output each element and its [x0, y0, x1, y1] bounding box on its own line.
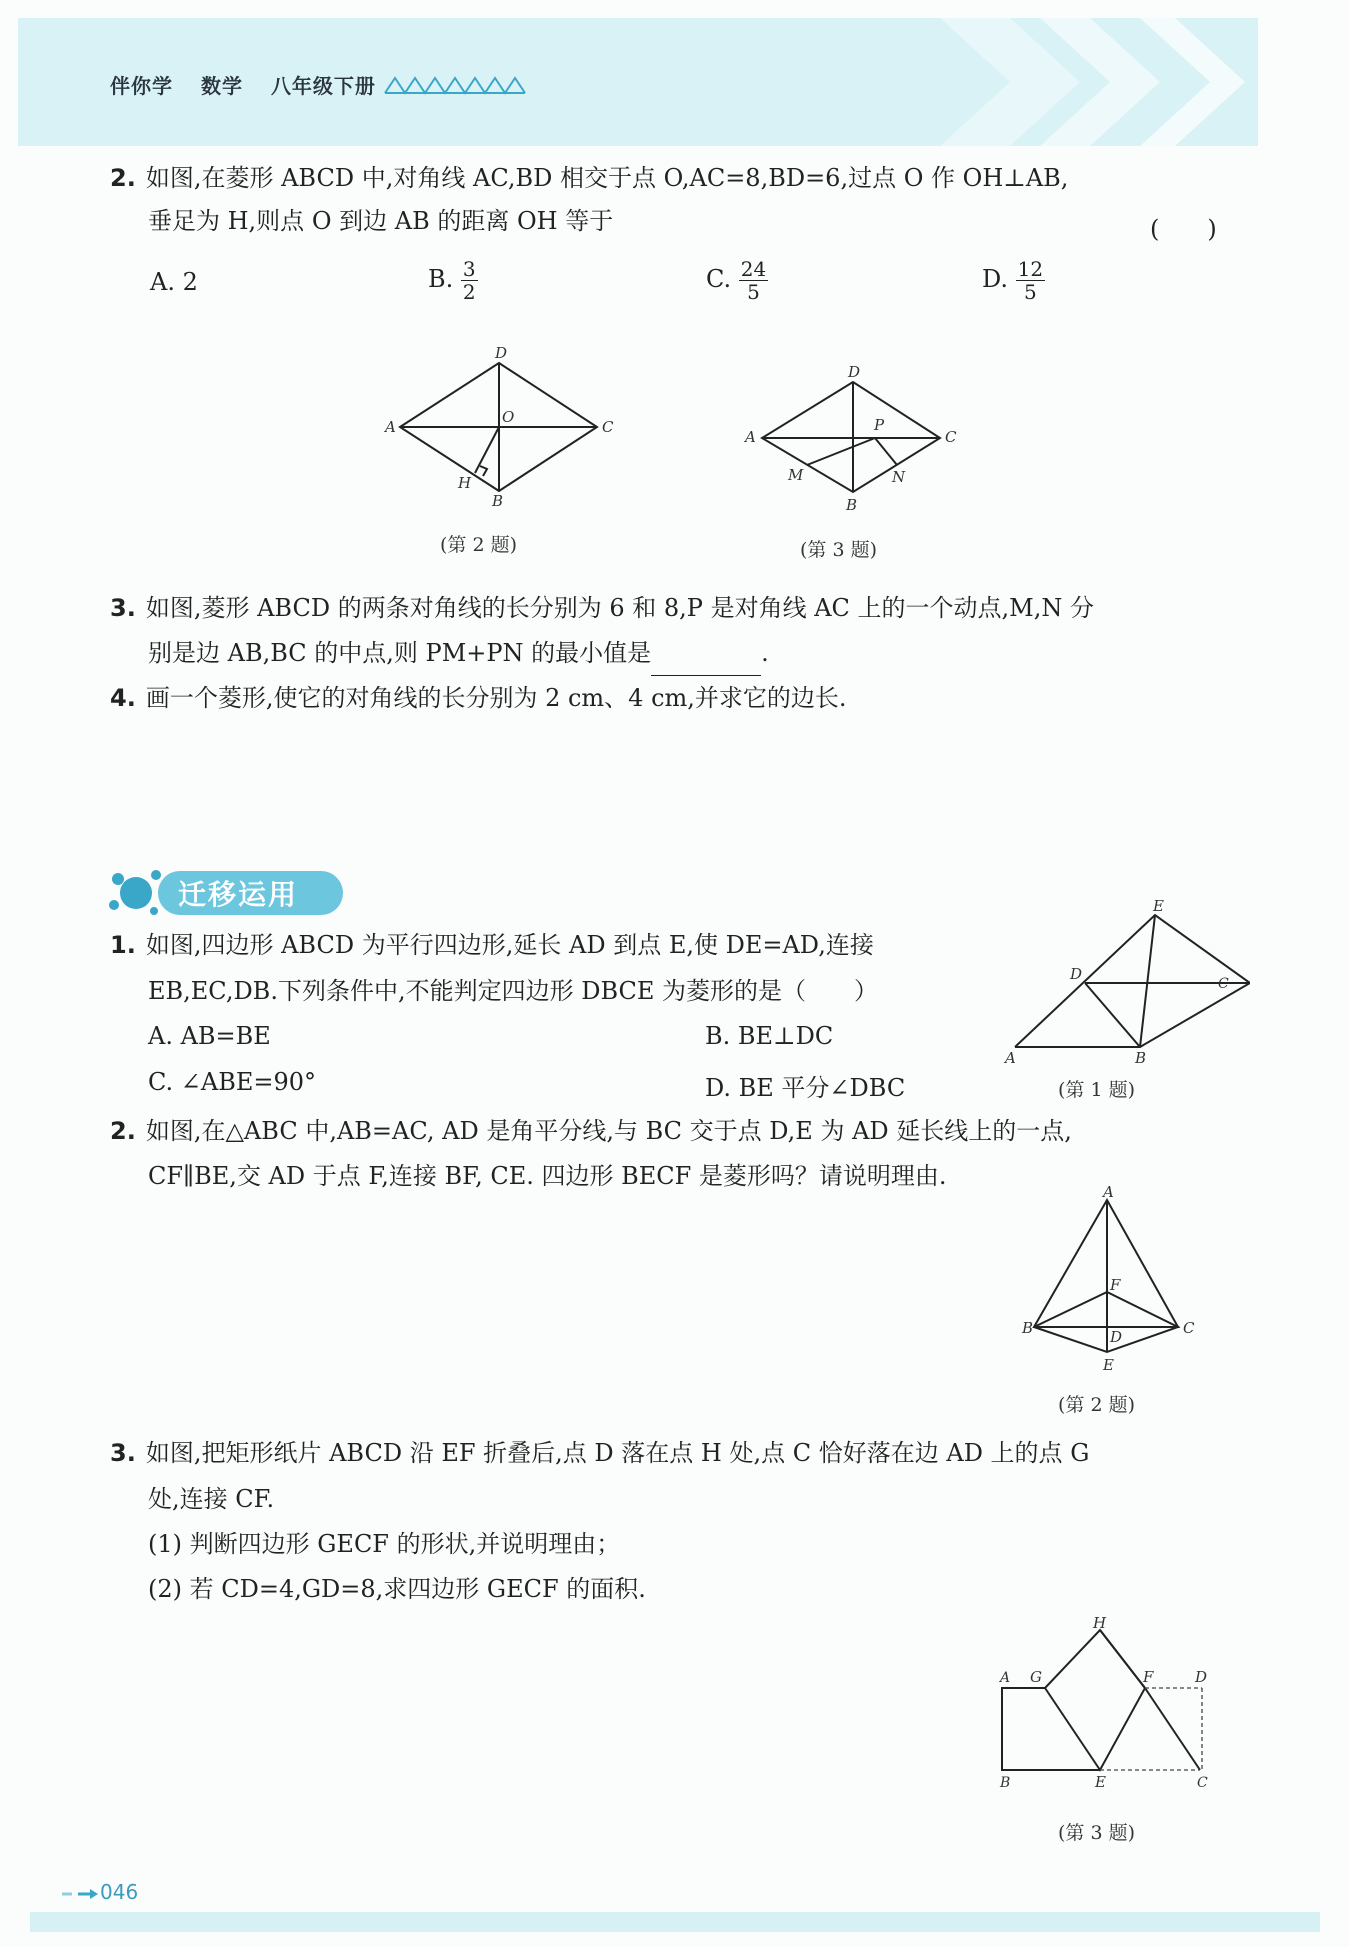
transfer-question-3-line1: 3. 如图,把矩形纸片 ABCD 沿 EF 折叠后,点 D 落在点 H 处,点 C 恰好落在边 AD 上的点 G — [110, 1439, 1090, 1467]
question-3-line1: 3. 如图,菱形 ABCD 的两条对角线的长分别为 6 和 8,P 是对角线 AC 上的一个动点,M,N 分 — [110, 594, 1094, 622]
option-b: B. $\frac{3}{2}$ — [428, 257, 476, 304]
svg-text:E: E — [1103, 1356, 1114, 1374]
fraction: $\frac{24}{5}$ — [740, 257, 767, 304]
option-b: B. BE⊥DC — [705, 1022, 834, 1050]
svg-text:B: B — [1135, 1049, 1147, 1067]
svg-text:D: D — [495, 345, 508, 362]
figure-2-caption: (第 2 题) — [440, 534, 517, 556]
svg-text:G: G — [1030, 1668, 1042, 1686]
svg-text:M: M — [788, 466, 804, 484]
figure-q2-rhombus — [380, 345, 620, 515]
question-2-line1: 2. 如图,在菱形 ABCD 中,对角线 AC,BD 相交于点 O,AC=8,BD=6,过点 O 作 OH⊥AB, — [110, 164, 1069, 192]
svg-text:B: B — [846, 496, 858, 514]
header-subject: 数学 — [200, 74, 243, 98]
figure-transfer-q2 — [1010, 1185, 1210, 1385]
svg-text:A: A — [385, 418, 396, 436]
option-a: A. 2 — [150, 268, 198, 296]
svg-text:A: A — [745, 428, 756, 446]
answer-blank[interactable] — [651, 645, 761, 676]
svg-text:B: B — [1000, 1775, 1011, 1790]
triangle-decoration-icon — [383, 74, 528, 96]
question-3-line2: 别是边 AB,BC 的中点,则 PM+PN 的最小值是 . — [148, 630, 769, 676]
svg-text:C: C — [1218, 976, 1229, 992]
svg-text:B: B — [492, 492, 504, 510]
svg-text:F: F — [1143, 1668, 1154, 1686]
svg-text:E: E — [1153, 897, 1164, 915]
svg-text:O: O — [502, 408, 515, 426]
figure-transfer-q1 — [1000, 895, 1250, 1075]
svg-text:E: E — [1095, 1773, 1106, 1790]
svg-text:A: A — [1005, 1049, 1016, 1067]
transfer-question-3-sub1: (1) 判断四边形 GECF 的形状,并说明理由； — [148, 1530, 621, 1558]
svg-text:N: N — [892, 468, 906, 486]
svg-text:C: C — [1197, 1775, 1208, 1790]
svg-text:C: C — [602, 418, 614, 436]
fraction: $\frac{3}{2}$ — [462, 257, 476, 304]
transfer-question-3-sub2: (2) 若 CD=4,GD=8,求四边形 GECF 的面积. — [148, 1575, 646, 1603]
option-c: C. $\frac{24}{5}$ — [706, 257, 767, 304]
svg-text:D: D — [848, 363, 861, 381]
header-grade: 八年级下册 — [270, 74, 376, 98]
fraction: $\frac{12}{5}$ — [1017, 257, 1044, 304]
question-2-line2: 垂足为 H,则点 O 到边 AB 的距离 OH 等于 — [148, 207, 614, 235]
svg-text:C: C — [1183, 1319, 1195, 1337]
header-title — [110, 70, 396, 99]
figure-transfer-2-caption: (第 2 题) — [1058, 1394, 1135, 1416]
transfer-question-1-line2: EB,EC,DB.下列条件中,不能判定四边形 DBCE 为菱形的是（ ） — [148, 977, 879, 1005]
svg-text:B: B — [1022, 1319, 1034, 1337]
page-number: 046 — [100, 1880, 139, 1904]
svg-text:D: D — [1110, 1328, 1123, 1346]
figure-3-caption: (第 3 题) — [800, 539, 877, 561]
page-number-arrow-icon — [62, 1888, 98, 1900]
header-series: 伴你学 — [110, 74, 173, 98]
option-c: C. ∠ABE=90° — [148, 1068, 317, 1096]
option-d: D. BE 平分∠DBC — [705, 1074, 906, 1102]
footer-band — [30, 1912, 1320, 1932]
svg-text:P: P — [874, 416, 885, 434]
transfer-question-2-line2: CF∥BE,交 AD 于点 F,连接 BF, CE. 四边形 BECF 是菱形吗？请说明理由. — [148, 1162, 947, 1190]
svg-text:H: H — [458, 474, 472, 492]
figure-q3-rhombus — [740, 360, 970, 520]
section-title: 迁移运用 — [178, 878, 299, 911]
svg-text:H: H — [1093, 1615, 1107, 1632]
svg-text:D: D — [1070, 965, 1083, 983]
transfer-question-2-line1: 2. 如图,在△ABC 中,AB=AC, AD 是角平分线,与 BC 交于点 D,E 为 AD 延长线上的一点, — [110, 1117, 1072, 1145]
svg-text:C: C — [945, 428, 957, 446]
svg-text:F: F — [1110, 1276, 1121, 1294]
option-d: D. $\frac{12}{5}$ — [982, 257, 1044, 304]
svg-text:A: A — [1103, 1185, 1114, 1201]
answer-paren: ( ) — [1150, 215, 1217, 243]
figure-transfer-q3 — [990, 1615, 1220, 1790]
option-a: A. AB=BE — [148, 1022, 271, 1050]
transfer-question-1-line1: 1. 如图,四边形 ABCD 为平行四边形,延长 AD 到点 E,使 DE=AD,连接 — [110, 931, 874, 959]
figure-transfer-3-caption: (第 3 题) — [1058, 1822, 1135, 1844]
svg-text:A: A — [1000, 1670, 1011, 1686]
figure-transfer-1-caption: (第 1 题) — [1058, 1079, 1135, 1101]
question-4: 4. 画一个菱形,使它的对角线的长分别为 2 cm、4 cm,并求它的边长. — [110, 684, 847, 712]
transfer-question-3-line2: 处,连接 CF. — [148, 1485, 275, 1513]
svg-text:D: D — [1195, 1668, 1208, 1686]
